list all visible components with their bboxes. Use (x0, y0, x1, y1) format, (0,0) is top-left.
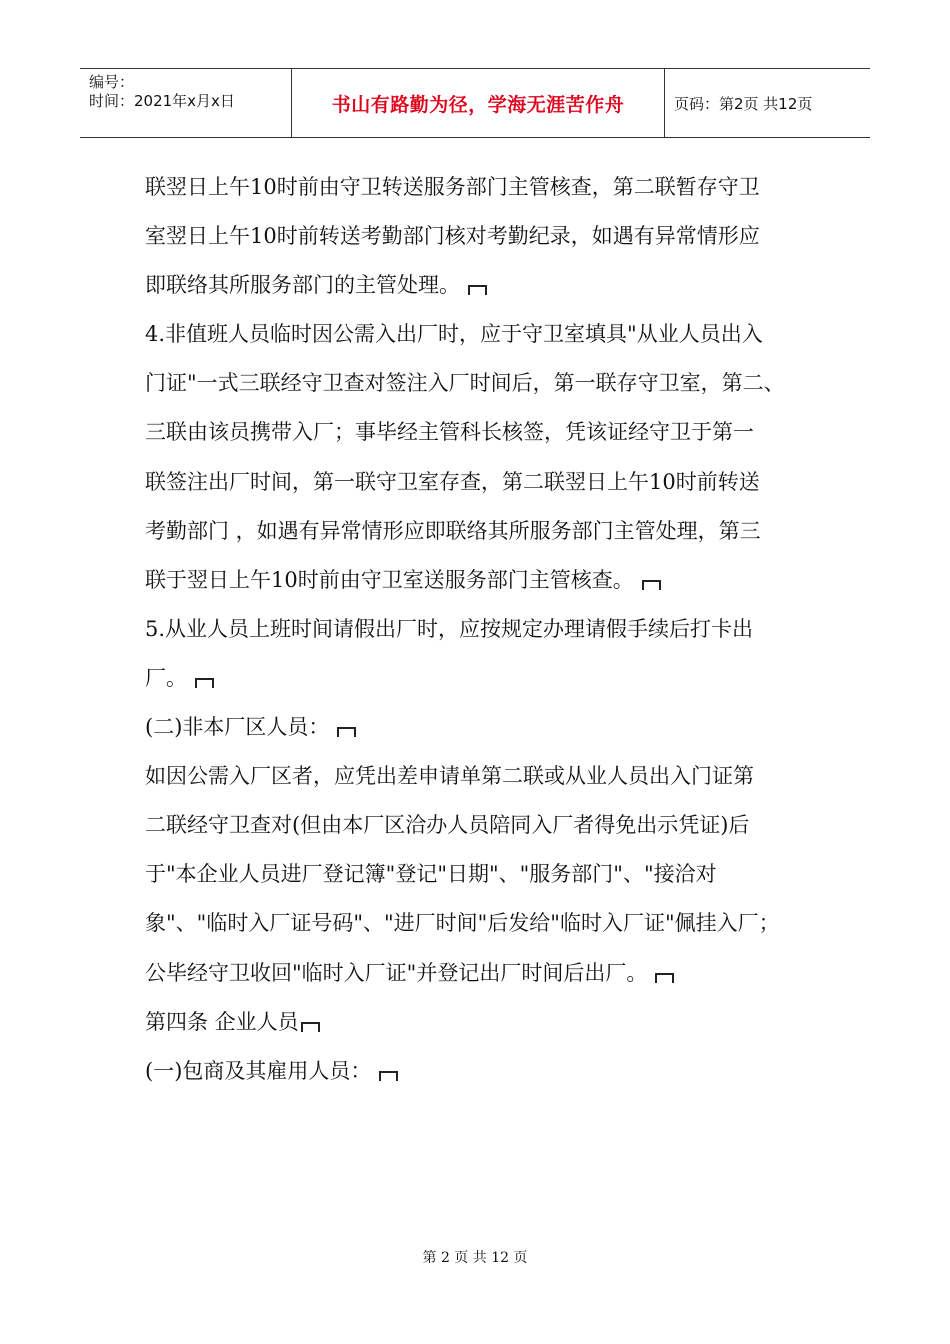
text-line: 象"、"临时入厂证号码"、"进厂时间"后发给"临时入厂证"佩挂入厂； (145, 911, 780, 936)
text-line: 公毕经守卫收回"临时入厂证"并登记出厂时间后出厂。 (145, 949, 825, 998)
page-footer: 第 2 页 共 12 页 (422, 1250, 528, 1266)
number-label: 编号： (89, 73, 135, 91)
text-line: 于"本企业人员进厂登记簿"登记"日期"、"服务部门"、"接洽对 (145, 862, 717, 887)
text-line: 室翌日上午10时前转送考勤部门核对考勤纪录，如遇有异常情形应 (145, 224, 760, 249)
document-body (145, 163, 825, 1096)
text-line: 第四条 企业人员 (145, 998, 825, 1047)
text-line: 4.非值班人员临时因公需入出厂时，应于守卫室填具"从业人员出入 (145, 322, 763, 347)
text-line: 联签注出厂时间，第一联守卫室存查，第二联翌日上午10时前转送 (145, 469, 760, 494)
text-line: 门证"一式三联经守卫查对签注入厂时间后，第一联存守卫室，第二、 (145, 371, 785, 396)
page-header (80, 68, 870, 138)
header-meta (80, 69, 292, 137)
text-line: 5.从业人员上班时间请假出厂时，应按规定办理请假手续后打卡出 (145, 616, 754, 641)
text-line: 联翌日上午10时前由守卫转送服务部门主管核查，第二联暂存守卫 (145, 175, 760, 199)
paragraph-mark-icon (468, 285, 487, 295)
text-line: 三联由该员携带入厂；事毕经主管科长核签，凭该证经守卫于第一 (145, 420, 754, 445)
header-page-info: 页码：第2页 共12页 (674, 94, 813, 113)
paragraph-mark-icon (655, 973, 674, 983)
paragraph-mark-icon (379, 1071, 398, 1081)
text-line: (二)非本厂区人员： (145, 703, 825, 752)
paragraph-mark-icon (195, 678, 214, 688)
header-motto: 书山有路勤为径，学海无涯苦作舟 (292, 69, 665, 137)
text-line: 考勤部门 ，如遇有异常情形应即联络其所服务部门主管处理，第三 (145, 518, 761, 543)
text-line: (一)包商及其雇用人员： (145, 1047, 825, 1096)
text-line: 即联络其所服务部门的主管处理。 (145, 261, 825, 310)
text-line: 厂。 (145, 654, 825, 703)
text-line: 二联经守卫查对(但由本厂区洽办人员陪同入厂者得免出示凭证)后 (145, 813, 750, 838)
text-line: 如因公需入厂区者，应凭出差申请单第二联或从业人员出入门证第 (145, 764, 754, 789)
paragraph-mark-icon (337, 727, 356, 737)
paragraph-mark-icon (642, 580, 661, 590)
time-label: 时间：2021年x月x日 (89, 92, 235, 110)
paragraph-mark-icon (301, 1022, 320, 1032)
text-line: 联于翌日上午10时前由守卫室送服务部门主管核查。 (145, 556, 825, 605)
